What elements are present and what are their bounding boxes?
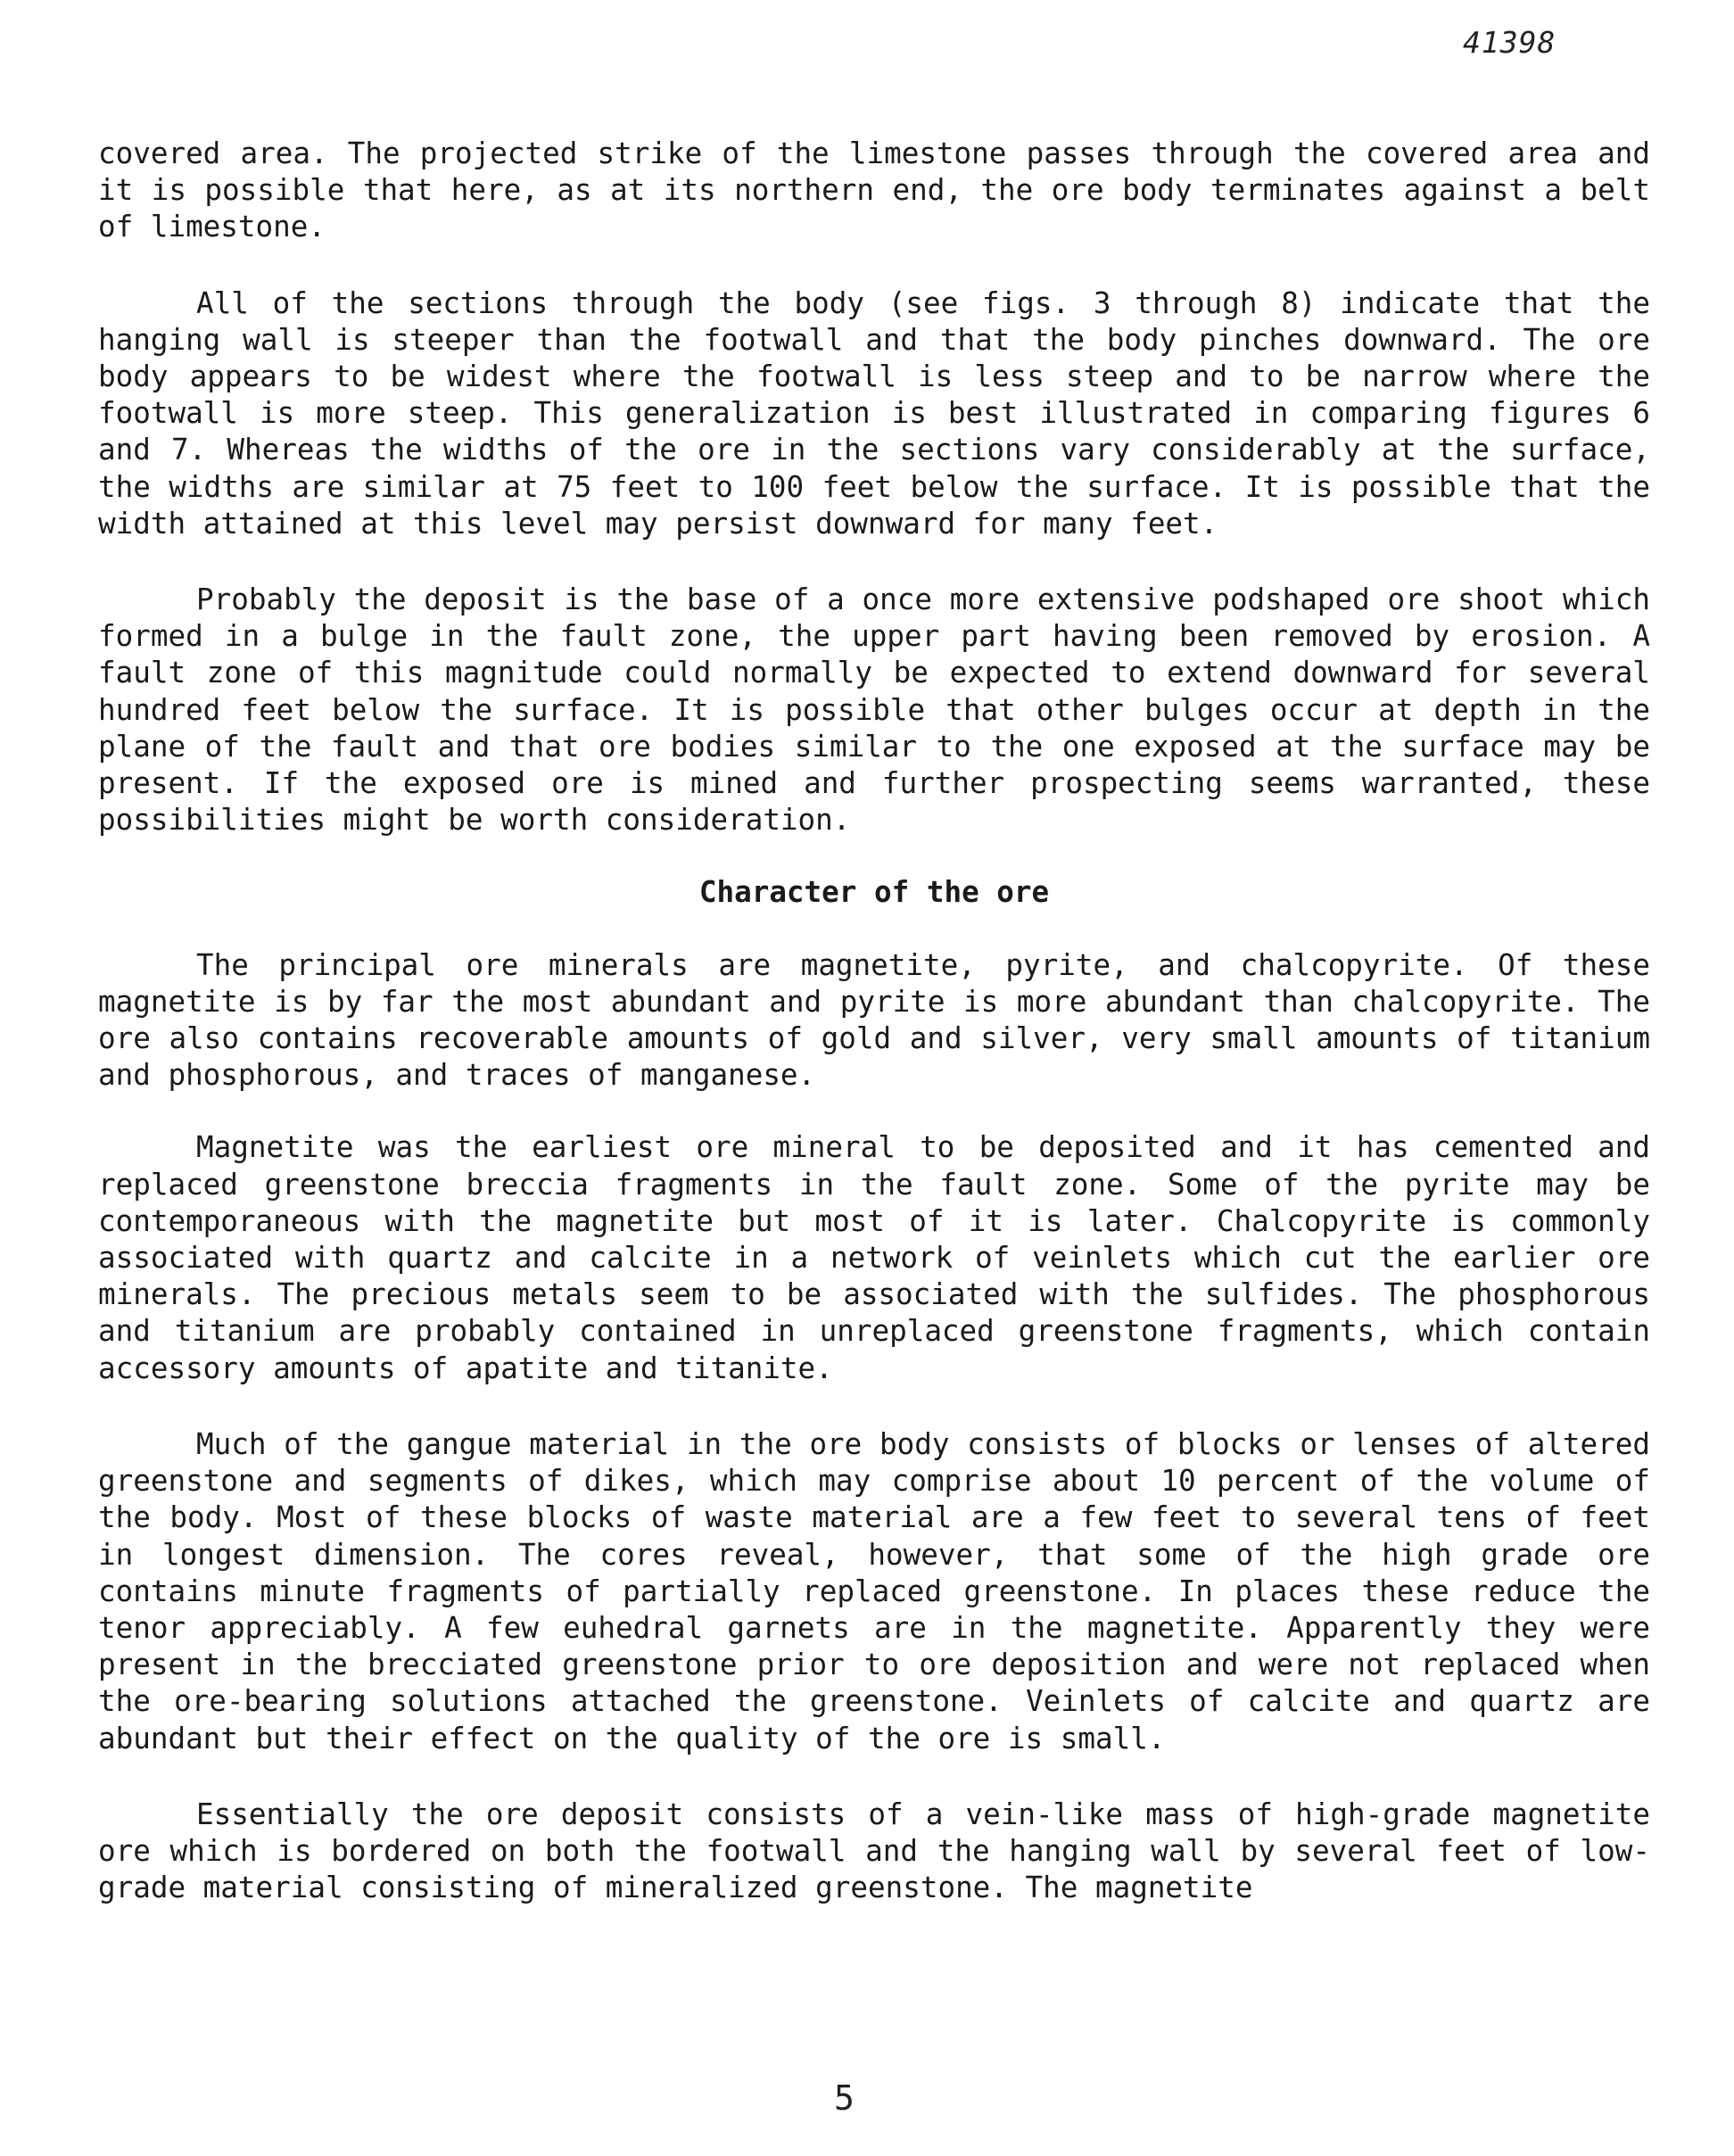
paragraph-gap — [98, 1757, 1650, 1797]
paragraph-gap — [98, 1094, 1650, 1129]
document-number: 41398 — [1463, 25, 1556, 60]
paragraph-gap — [98, 838, 1650, 874]
paragraph-covered-area: covered area. The projected strike of the limestone passes through the covered area and it is possible that here, as at its northern end, the ore body terminates against a belt of limestone. — [98, 136, 1650, 244]
paragraph-ore-minerals: The principal ore minerals are magnetite, pyrite, and chalcopyrite. Of these magnetite is by far the most abundant and pyrite is more abundant than chalcopyrite. The ore also contains recoverable amounts of gold and silver, very small amounts of titanium and phosphorous, and traces of manganese. — [98, 947, 1650, 1093]
paragraph-deposit-origin: Probably the deposit is the base of a once more extensive podshaped ore shoot which formed in a bulge in the fault zone, the upper part having been removed by erosion. A fault zone of this magnitude could normally be expected to extend downward for several hundred feet below the surface. It is possible that other bulges occur at depth in the plane of the fault and that ore bodies similar to the one exposed at the surface may be present. If the exposed ore is mined and further prospecting seems warranted, these possibilities might be worth consideration. — [98, 582, 1650, 838]
paragraph-sections: All of the sections through the body (see figs. 3 through 8) indicate that the hanging wall is steeper than the footwall and that the body pinches downward. The ore body appears to be widest where the footwall is less steep and to be narrow where the footwall is more steep. This generalization is best illustrated in comparing figures 6 and 7. Whereas the widths of the ore in the sections vary considerably at the surface, the widths are similar at 75 feet to 100 feet below the surface. It is possible that the width attained at this level may persist downward for many feet. — [98, 285, 1650, 541]
document-body — [98, 136, 1650, 1906]
paragraph-gap — [98, 912, 1650, 947]
paragraph-gap — [98, 246, 1650, 285]
paragraph-vein-like-mass: Essentially the ore deposit consists of a vein-like mass of high-grade magnetite ore which is bordered on both the footwall and the hanging wall by several feet of low-grade material consisting of mineralized greenstone. The magnetite — [98, 1797, 1650, 1905]
paragraph-magnetite-deposition: Magnetite was the earliest ore mineral to be deposited and it has cemented and replaced greenstone breccia fragments in the fault zone. Some of the pyrite may be contemporaneous with the magnetite but most of it is later. Chalcopyrite is commonly associated with quartz and calcite in a network of veinlets which cut the earlier ore minerals. The precious metals seem to be associated with the sulfides. The phosphorous and titanium are probably contained in unreplaced greenstone fragments, which contain accessory amounts of apatite and titanite. — [98, 1130, 1650, 1385]
paragraph-gap — [98, 1387, 1650, 1426]
page-number: 5 — [834, 2078, 855, 2118]
paragraph-gap — [98, 542, 1650, 582]
section-heading: Character of the ore — [698, 875, 1050, 910]
paragraph-gangue-material: Much of the gangue material in the ore body consists of blocks or lenses of altered greenstone and segments of dikes, which may comprise about 10 percent of the volume of the body. Most of these blocks of waste material are a few feet to several tens of feet in longest dimension. The cores reveal, however, that some of the high grade ore contains minute fragments of partially replaced greenstone. In places these reduce the tenor appreciably. A few euhedral garnets are in the magnetite. Apparently they were present in the brecciated greenstone prior to ore deposition and were not replaced when the ore-bearing solutions attached the greenstone. Veinlets of calcite and quartz are abundant but their effect on the quality of the ore is small. — [98, 1426, 1650, 1755]
